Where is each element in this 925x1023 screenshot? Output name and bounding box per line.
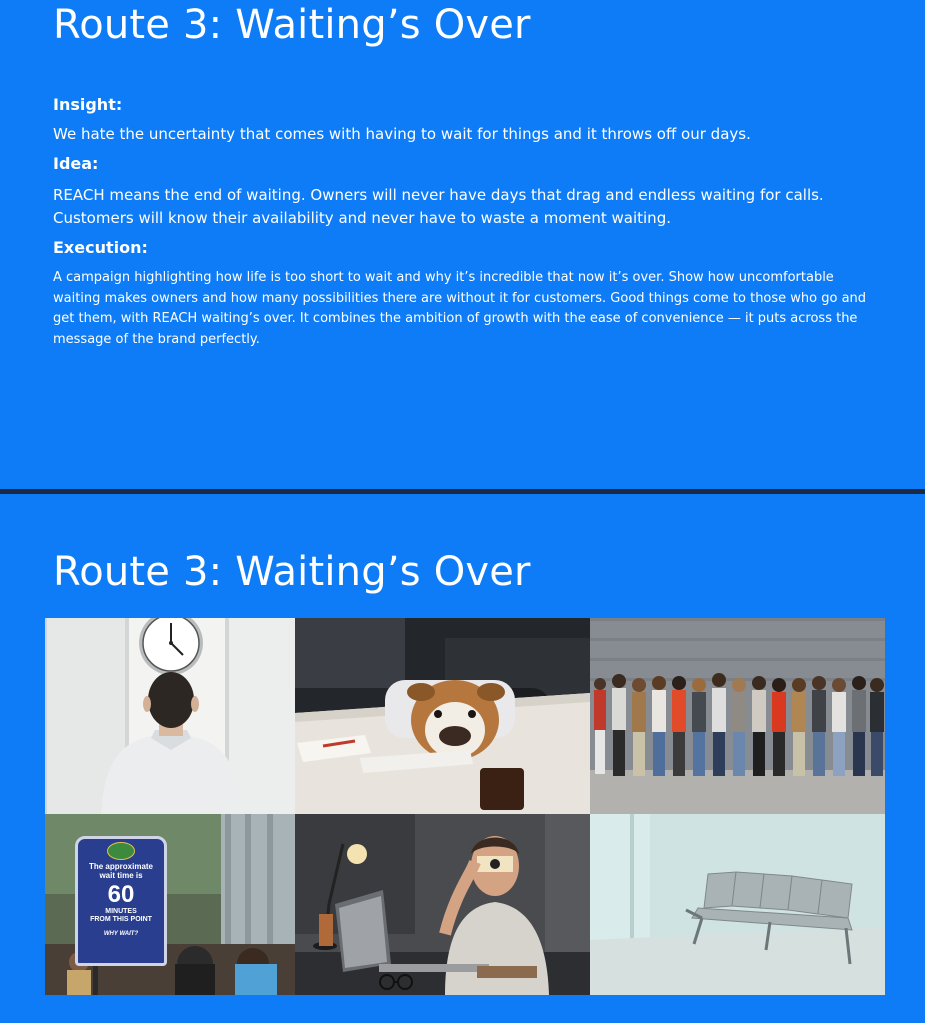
sign-footer: WHY WAIT? (103, 931, 139, 937)
photo-wait-sign (45, 814, 295, 995)
slide-content (53, 94, 873, 350)
photo-bulldog-desk (295, 618, 590, 814)
photo-collage (45, 618, 885, 995)
slide-text (0, 0, 925, 489)
insight-text: We hate the uncertainty that comes with having to wait for things and it throws off our days. (53, 125, 751, 143)
sign-number: 60 (107, 881, 135, 908)
sign-line4: FROM THIS POINT (90, 916, 152, 923)
sign-line1: The approximate (88, 862, 153, 871)
slide-title: Route 3: Waiting’s Over (53, 549, 531, 595)
wait-time-sign (75, 836, 167, 966)
slide-collage (0, 494, 925, 1023)
insight-label: Insight: (53, 95, 123, 114)
photo-tired-man (295, 814, 590, 995)
sign-logo-icon (107, 842, 135, 860)
photo-man-clock (47, 618, 295, 814)
execution-label: Execution: (53, 238, 148, 257)
idea-text: REACH means the end of waiting. Owners will never have days that drag and endless waiting for calls. Customers will know their availability and never have to waste a moment waiting. (53, 186, 824, 227)
photo-empty-chairs (590, 814, 885, 995)
queue-people (594, 673, 884, 776)
execution-text: A campaign highlighting how life is too short to wait and why it’s incredible that now it’s over. Show how uncomfortable waiting makes owners and how many possibilities there are without it for customers. Good things come to those who go and get them, with REACH waiting’s over. It combines the ambition of growth with the ease of convenience — it puts across the message of the brand perfectly. (53, 270, 867, 347)
idea-label: Idea: (53, 154, 99, 173)
photo-people-queue (590, 618, 885, 814)
sign-line3: MINUTES (105, 908, 137, 915)
sign-line2: wait time is (99, 871, 143, 880)
slide-title: Route 3: Waiting’s Over (53, 2, 531, 48)
